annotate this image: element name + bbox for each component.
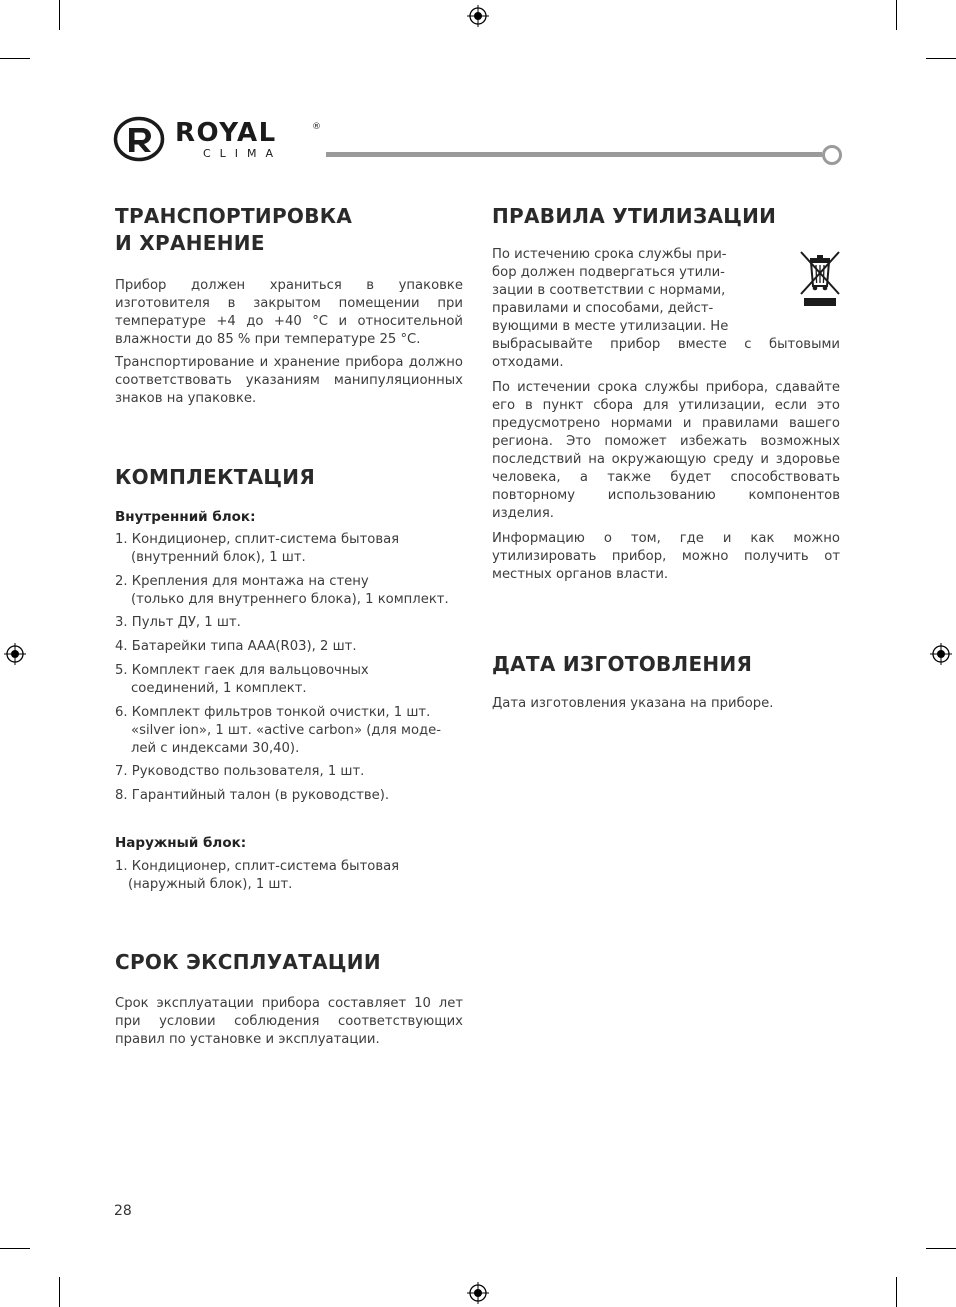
list-item-line: «silver ion», 1 шт. «active carbon» (для моде- <box>131 723 442 738</box>
disposal-paragraph-1-end: выбрасывайте прибор вместе с бытовыми отходами. <box>492 337 840 370</box>
manufacture-date-title: ДАТА ИЗГОТОВЛЕНИЯ <box>492 652 753 676</box>
disposal-line: По истечению срока службы при- <box>492 247 727 262</box>
list-item <box>115 531 399 567</box>
logo-sub-text: CLIMA <box>203 147 283 160</box>
header-rule-end-circle <box>822 145 842 165</box>
list-item-line: 7. Руководство пользователя, 1 шт. <box>115 764 365 779</box>
list-item-line: 1. Кондиционер, сплит-система бытовая <box>115 859 400 874</box>
list-item-line: лей с индексами 30,40). <box>131 741 300 756</box>
transport-paragraph-1: Прибор должен храниться в упаковке изготовителя в закрытом помещении при температуре +4 до +40 °С и относительной влажности до 85 % при температуре 25 °С. <box>115 278 463 347</box>
transport-paragraph-2: Транспортирование и хранение прибора должно соответствовать указаниям манипуляционных знаков на упаковке. <box>115 355 463 406</box>
service-life-paragraph: Срок эксплуатации прибора составляет 10 лет при условии соблюдения соответствующих правил по установке и эксплуатации. <box>115 996 463 1047</box>
outdoor-unit-heading: Наружный блок: <box>115 835 247 851</box>
list-item-line: 6. Комплект фильтров тонкой очистки, 1 шт. <box>115 705 431 720</box>
logo-brand-text: ROYAL <box>175 118 277 148</box>
crop-mark <box>0 58 30 59</box>
disposal-paragraph-1-wrapped <box>492 246 772 336</box>
disposal-line: правилами и способами, дейст- <box>492 301 714 316</box>
list-item <box>115 573 449 609</box>
list-item-line: 4. Батарейки типа AAA(R03), 2 шт. <box>115 639 357 654</box>
list-item <box>115 858 399 894</box>
crop-mark <box>926 1248 956 1249</box>
list-item-line: 2. Крепления для монтажа на стену <box>115 574 369 589</box>
disposal-line: вующими в месте утилизации. Не <box>492 319 729 334</box>
registration-mark-icon <box>467 1282 489 1304</box>
transport-title-line2: И ХРАНЕНИЕ <box>115 231 265 255</box>
logo-registered-mark: ® <box>312 122 321 132</box>
header-rule <box>326 152 822 157</box>
transport-title <box>115 203 352 257</box>
page-number: 28 <box>114 1203 132 1219</box>
crossed-bin-icon <box>797 250 843 308</box>
list-item <box>115 704 441 758</box>
transport-title-line1: ТРАНСПОРТИРОВКА <box>115 204 353 228</box>
list-item-line: (наружный блок), 1 шт. <box>128 877 293 892</box>
crop-mark <box>59 1277 60 1307</box>
registration-mark-icon <box>467 5 489 27</box>
list-item <box>115 662 369 698</box>
disposal-paragraph-2: По истечении срока службы прибора, сдавайте его в пункт сбора для утилизации, если это предусмотрено нормами и правилами вашего региона. Это поможет избежать возможных последствий на окружающую среду и здоровье человека, а также будет способствовать повторному использованию компонентов изделия. <box>492 380 840 521</box>
list-item <box>115 763 364 781</box>
list-item-line: 8. Гарантийный талон (в руководстве). <box>115 788 390 803</box>
disposal-line: бор должен подвергаться утили- <box>492 265 725 280</box>
list-item <box>115 787 389 805</box>
service-life-title: СРОК ЭКСПЛУАТАЦИИ <box>115 950 381 974</box>
indoor-unit-heading: Внутренний блок: <box>115 509 256 525</box>
manufacture-date-paragraph: Дата изготовления указана на приборе. <box>492 696 774 711</box>
royal-r-logo-icon <box>113 116 165 162</box>
disposal-paragraph-3: Информацию о том, где и как можно утилизировать прибор, можно получить от местных органов власти. <box>492 531 840 582</box>
brand-logo <box>113 116 323 164</box>
disposal-title: ПРАВИЛА УТИЛИЗАЦИИ <box>492 204 777 228</box>
crop-mark <box>59 0 60 30</box>
list-item-line: соединений, 1 комплект. <box>131 681 307 696</box>
list-item <box>115 614 241 632</box>
list-item-line: (только для внутреннего блока), 1 комплект. <box>131 592 449 607</box>
list-item <box>115 638 357 656</box>
registration-mark-icon <box>4 643 26 665</box>
kit-title: КОМПЛЕКТАЦИЯ <box>115 465 316 489</box>
list-item-line: 3. Пульт ДУ, 1 шт. <box>115 615 241 630</box>
list-item-line: (внутренний блок), 1 шт. <box>131 550 306 565</box>
list-item-line: 1. Кондиционер, сплит-система бытовая <box>115 532 400 547</box>
crop-mark <box>0 1248 30 1249</box>
crop-mark <box>896 0 897 30</box>
disposal-line: зации в соответствии с нормами, <box>492 283 726 298</box>
registration-mark-icon <box>930 643 952 665</box>
crop-mark <box>896 1277 897 1307</box>
list-item-line: 5. Комплект гаек для вальцовочных <box>115 663 369 678</box>
crop-mark <box>926 58 956 59</box>
